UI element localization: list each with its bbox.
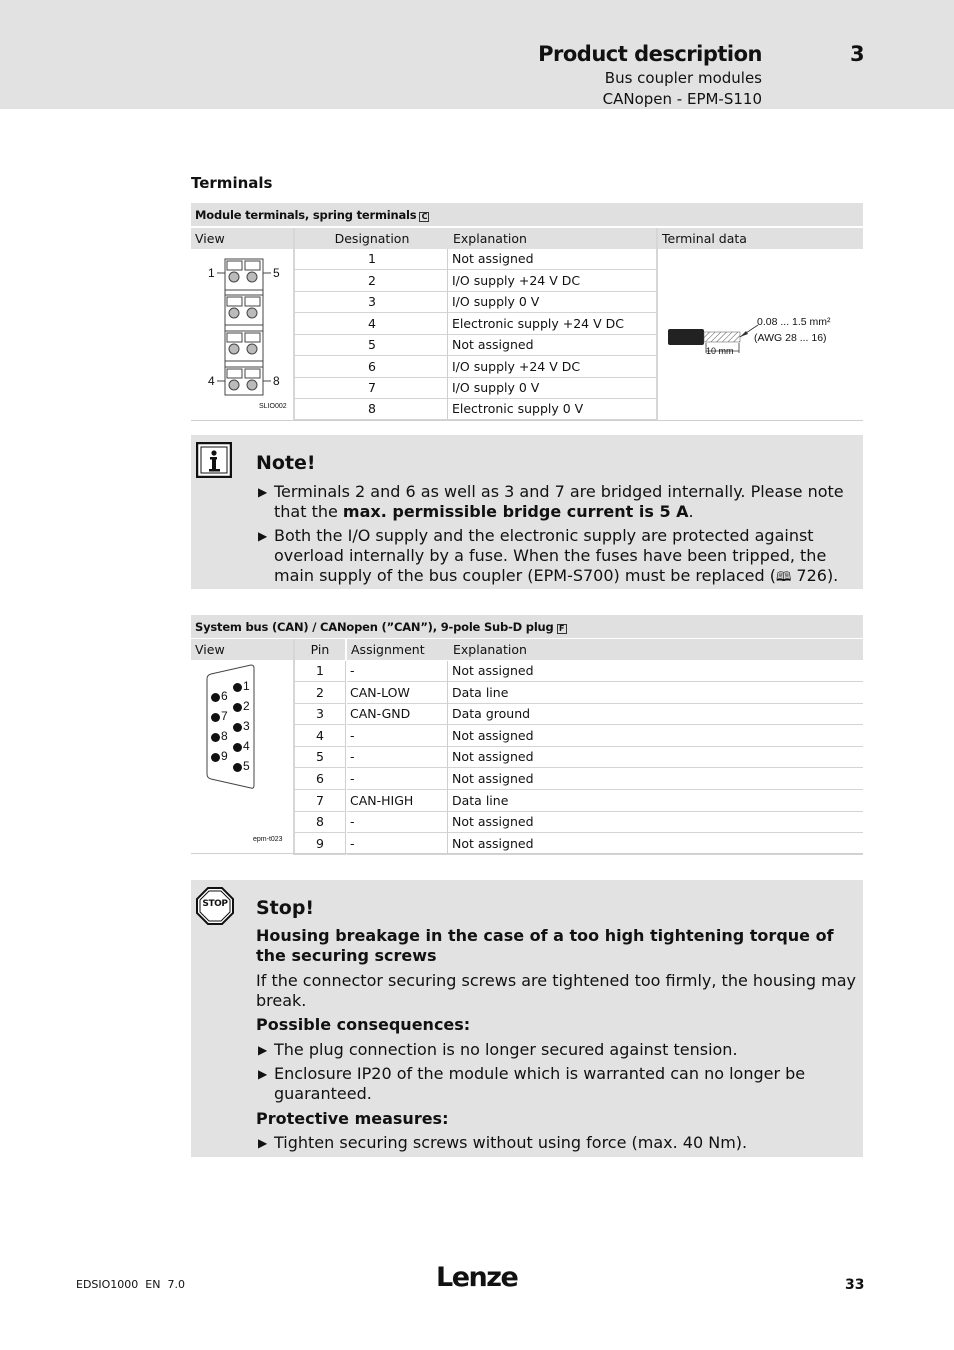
table-cell: Data line — [449, 791, 863, 812]
pin-dot — [211, 733, 220, 742]
pin-dot — [233, 723, 242, 732]
pin-dot — [233, 683, 242, 692]
bullet-arrow-icon: ▶ — [258, 1043, 268, 1057]
col-header-pin: Pin — [295, 639, 345, 660]
pin-dot — [233, 763, 242, 772]
page-number: 33 — [845, 1277, 865, 1293]
table-cell: 5 — [295, 335, 449, 356]
caption-icon: F — [557, 624, 567, 634]
bullet-arrow-icon: ▶ — [258, 485, 268, 499]
chapter-title: Product description — [538, 42, 762, 66]
col-header-explanation: Explanation — [449, 639, 863, 660]
pin-dot — [211, 693, 220, 702]
terminals-table — [191, 203, 863, 421]
pin-label: 6 — [221, 689, 228, 703]
list-item: ▶ The plug connection is no longer secured against tension. — [258, 1040, 738, 1059]
table-cell: - — [347, 834, 449, 855]
stop-icon-text: STOP — [202, 899, 228, 909]
table-cell: - — [347, 726, 449, 747]
table-cell: 3 — [295, 704, 345, 725]
table-cell: Not assigned — [449, 726, 863, 747]
table-cell: 6 — [295, 769, 345, 790]
section-title: Terminals — [191, 174, 273, 192]
table-cell: Not assigned — [449, 812, 863, 833]
table-cell: 7 — [295, 791, 345, 812]
emphasis: max. permissible bridge current is 5 A — [342, 502, 689, 521]
sub-d-connector-diagram — [201, 663, 261, 793]
table-cell: CAN-GND — [347, 704, 449, 725]
table-cell: Not assigned — [449, 747, 863, 768]
bullet-arrow-icon: ▶ — [258, 1136, 268, 1150]
col-header-explanation: Explanation — [449, 228, 656, 249]
table-cell: Not assigned — [449, 661, 863, 682]
table-cell: 1 — [295, 661, 345, 682]
chapter-subtitle-1: Bus coupler modules — [604, 69, 762, 87]
pin-label: 1 — [243, 679, 250, 693]
terminal-label-4: 4 — [208, 374, 215, 388]
figure-code: SLIO002 — [259, 403, 287, 410]
pin-label: 8 — [221, 729, 228, 743]
terminal-label-5: 5 — [273, 266, 280, 280]
col-header-view: View — [191, 639, 293, 660]
pin-label: 7 — [221, 709, 228, 723]
pin-dot — [233, 743, 242, 752]
col-header-designation: Designation — [295, 228, 449, 249]
table-cell: 5 — [295, 747, 345, 768]
table-cell: Not assigned — [449, 249, 656, 270]
page-header — [0, 0, 954, 109]
col-header-assignment: Assignment — [347, 639, 449, 660]
measures-list — [256, 1133, 856, 1157]
wire-cross-section: 0.08 ... 1.5 mm² — [757, 316, 831, 328]
pin-label: 3 — [243, 719, 250, 733]
list-item: ▶ Tighten securing screws without using force (max. 40 Nm). — [258, 1133, 748, 1152]
table-cell: 9 — [295, 834, 345, 855]
list-item: ▶ Enclosure IP20 of the module which is warranted can no longer be guaranteed. — [258, 1064, 806, 1103]
table-cell: 6 — [295, 357, 449, 378]
table-cell: - — [347, 812, 449, 833]
table-cell: 7 — [295, 378, 449, 399]
stop-intro: If the connector securing screws are tightened too firmly, the housing may break. — [256, 971, 856, 1010]
table-cell: 1 — [295, 249, 449, 270]
bullet-arrow-icon: ▶ — [258, 1067, 268, 1081]
note-box — [191, 435, 863, 589]
table-caption — [191, 203, 863, 226]
table-cell: 2 — [295, 683, 345, 704]
table-cell: Electronic supply +24 V DC — [449, 314, 656, 335]
table-cell: - — [347, 769, 449, 790]
table-bottom-rule — [191, 420, 863, 421]
column-divider — [345, 661, 346, 855]
pin-dot — [233, 703, 242, 712]
figure-code: epm-t023 — [253, 836, 283, 843]
table-cell: 2 — [295, 271, 449, 292]
stop-heading: Housing breakage in the case of a too high tightening torque of the securing screws — [256, 926, 834, 965]
column-divider — [656, 228, 658, 421]
table-cell: CAN-HIGH — [347, 791, 449, 812]
table-cell: 3 — [295, 292, 449, 313]
lenze-logo: Lenze — [436, 1262, 518, 1293]
column-divider — [447, 249, 448, 421]
book-icon: 🕮 — [775, 570, 792, 585]
table-cell: Not assigned — [449, 834, 863, 855]
table-cell: Not assigned — [449, 769, 863, 790]
table-cell: I/O supply 0 V — [449, 378, 656, 399]
table-bottom-rule — [191, 853, 863, 854]
pin-label: 9 — [221, 749, 228, 763]
document-id: EDSIO1000 EN 7.0 — [76, 1278, 185, 1291]
stop-title: Stop! — [256, 897, 315, 919]
table-cell: 8 — [295, 399, 449, 420]
table-cell: I/O supply +24 V DC — [449, 271, 656, 292]
caption-text: System bus (CAN) / CANopen (”CAN”), 9-pole Sub-D plug — [195, 620, 554, 634]
table-caption — [191, 615, 863, 638]
col-header-terminal-data: Terminal data — [658, 228, 863, 249]
list-item: ▶ Terminals 2 and 6 as well as 3 and 7 are bridged internally. Please note that the max. permissible bridge current is 5 A. — [258, 482, 844, 521]
measures-label: Protective measures: — [256, 1109, 449, 1128]
stop-box — [191, 880, 863, 1157]
chapter-subtitle-2: CANopen - EPM-S110 — [602, 90, 762, 108]
chapter-number: 3 — [850, 42, 865, 66]
terminal-label-1: 1 — [208, 266, 215, 280]
table-cell: - — [347, 661, 449, 682]
note-title: Note! — [256, 452, 316, 474]
table-cell: - — [347, 747, 449, 768]
table-cell: 4 — [295, 726, 345, 747]
list-item: ▶ Both the I/O supply and the electronic supply are protected against overload internally by a fuse. When the fuses have been tripped, the main supply of the bus coupler (EPM-S700) must be replaced (🕮 726). — [258, 526, 839, 585]
terminal-label-8: 8 — [273, 374, 280, 388]
pin-dot — [211, 713, 220, 722]
page-reference[interactable]: 726 — [796, 566, 827, 585]
caption-text: Module terminals, spring terminals — [195, 208, 417, 222]
wire-awg: (AWG 28 ... 16) — [754, 332, 827, 344]
pin-dot — [211, 753, 220, 762]
info-icon — [196, 442, 232, 478]
table-cell: Not assigned — [449, 335, 656, 356]
pin-label: 2 — [243, 699, 250, 713]
terminal-block-diagram — [201, 257, 293, 419]
table-cell: Data line — [449, 683, 863, 704]
table-cell: I/O supply +24 V DC — [449, 357, 656, 378]
note-list — [256, 482, 856, 592]
can-table — [191, 615, 863, 855]
pin-label: 4 — [243, 739, 250, 753]
strip-length: 10 mm — [706, 346, 734, 356]
consequences-label: Possible consequences: — [256, 1015, 471, 1034]
consequences-list — [256, 1040, 856, 1108]
table-cell: Electronic supply 0 V — [449, 399, 656, 420]
table-cell: CAN-LOW — [347, 683, 449, 704]
table-cell: I/O supply 0 V — [449, 292, 656, 313]
table-cell: 4 — [295, 314, 449, 335]
pin-label: 5 — [243, 759, 250, 773]
table-cell: 8 — [295, 812, 345, 833]
table-cell: Data ground — [449, 704, 863, 725]
column-divider — [447, 661, 448, 855]
bullet-arrow-icon: ▶ — [258, 529, 268, 543]
caption-icon: C — [419, 212, 429, 222]
col-header-view: View — [191, 228, 293, 249]
